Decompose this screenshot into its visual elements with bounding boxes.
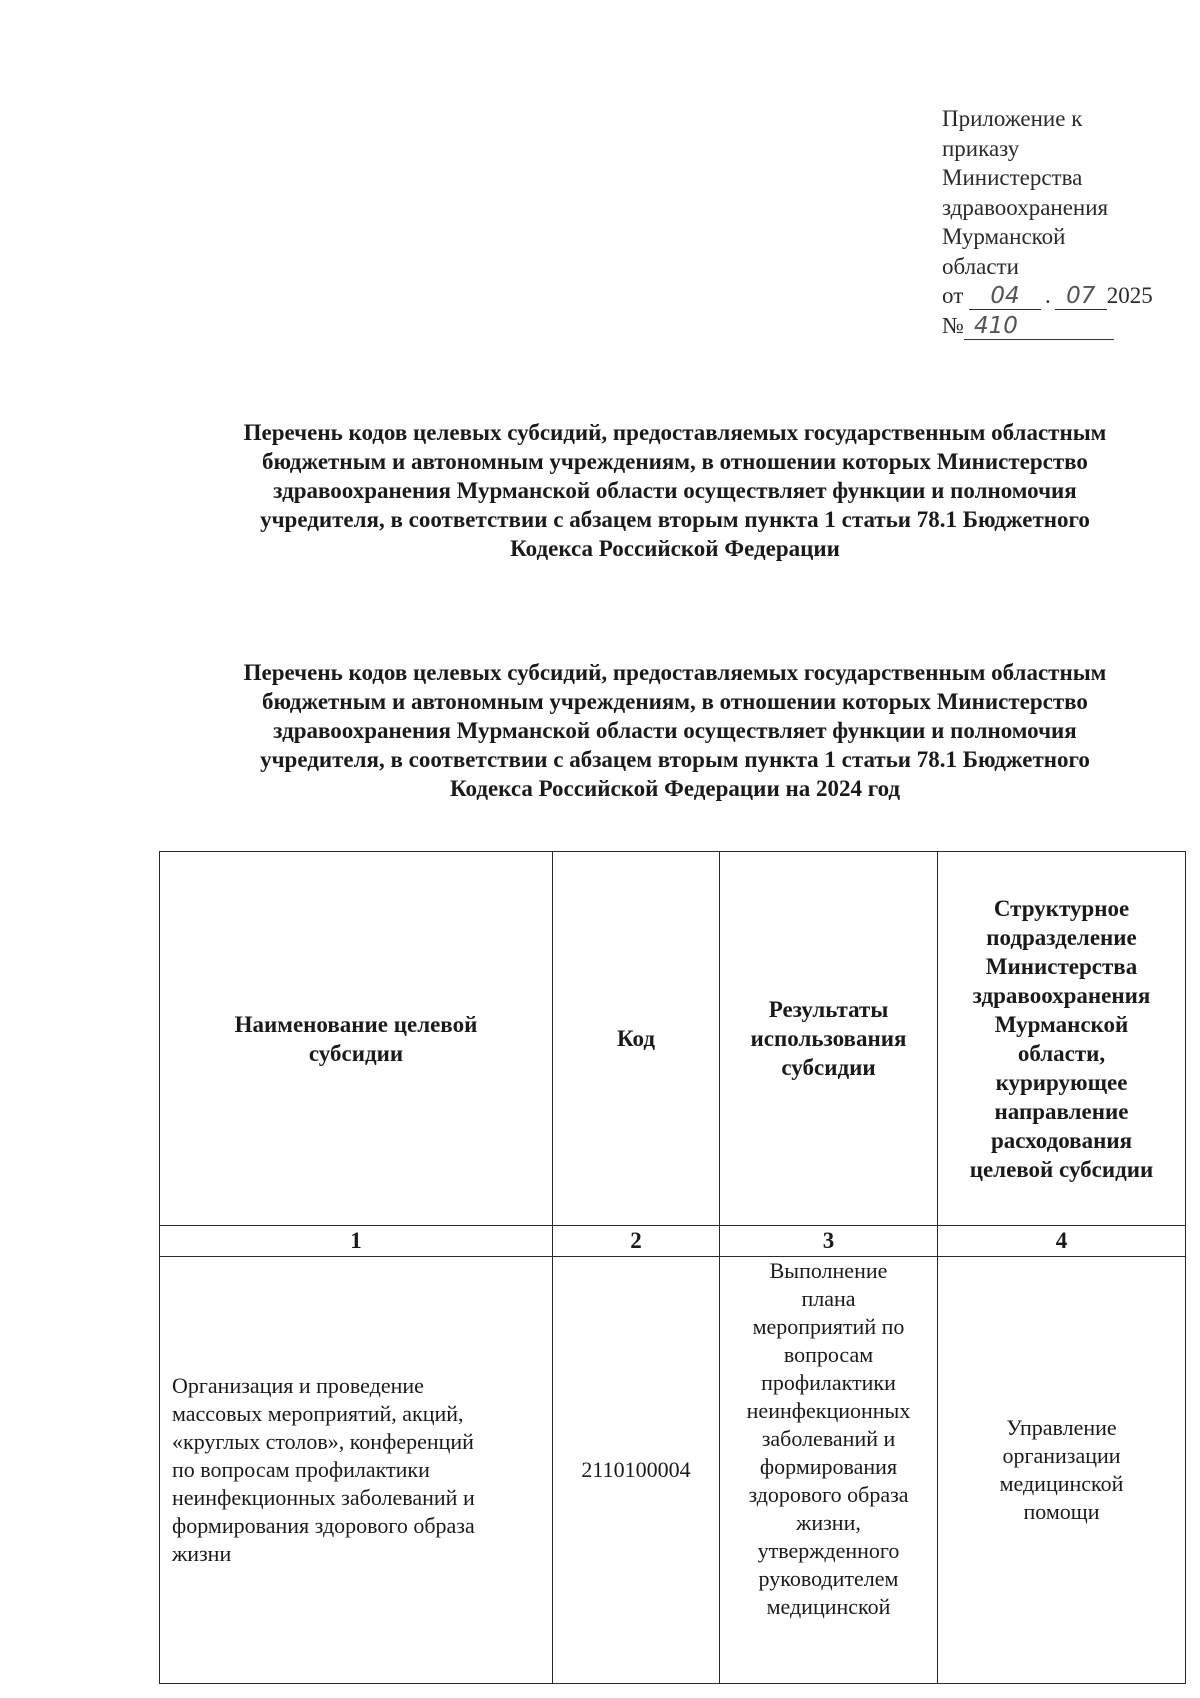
header-line: направление [994, 1098, 1129, 1124]
cell-code: 2110100004 [553, 1257, 720, 1684]
header-line: Структурное [993, 895, 1130, 921]
cell-line: медицинской [999, 1471, 1124, 1496]
title-line: Кодекса Российской Федерации [510, 536, 840, 561]
table-row [160, 1257, 1186, 1684]
title-line: Кодекса Российской Федерации на 2024 год [449, 776, 901, 801]
cell-line: неинфекционных заболеваний и [172, 1485, 475, 1510]
appendix-block [942, 104, 1182, 340]
cell-line: «круглых столов», конференций [172, 1429, 474, 1454]
title-line: бюджетным и автономным учреждениям, в отношении которых Министерство [262, 689, 1088, 714]
cell-line: неинфекционных [746, 1398, 911, 1423]
cell-line: плана [801, 1286, 856, 1311]
title-line: здравоохранения Мурманской области осуществляет функции и полномочия [273, 478, 1077, 503]
cell-line: организации [1002, 1443, 1121, 1468]
cell-line: Управление [1006, 1415, 1117, 1440]
header-department [938, 852, 1186, 1226]
title-line: Перечень кодов целевых субсидий, предоставляемых государственным областным [243, 420, 1107, 445]
cell-line: мероприятий по [752, 1314, 905, 1339]
appendix-line: Мурманской [942, 224, 1066, 249]
header-line: Наименование целевой [234, 1011, 478, 1037]
header-line: Результаты [768, 997, 889, 1022]
cell-line: медицинской [766, 1594, 891, 1619]
table-header-row [160, 852, 1186, 1226]
date-month-handwritten: 07 [1055, 283, 1107, 310]
header-line: подразделение [986, 924, 1137, 950]
cell-line: руководителем [758, 1566, 899, 1591]
header-line: субсидии [781, 1055, 876, 1080]
header-results [720, 852, 938, 1226]
cell-line: формирования [759, 1454, 898, 1479]
header-code [553, 852, 720, 1226]
appendix-line: Приложение к [942, 106, 1083, 131]
cell-line: жизни [172, 1541, 232, 1566]
cell-line: здорового образа [748, 1482, 909, 1507]
header-subsidy-name [160, 852, 553, 1226]
title-line: учредителя, в соответствии с абзацем вторым пункта 1 статьи 78.1 Бюджетного [260, 507, 1090, 532]
title-line: бюджетным и автономным учреждениям, в отношении которых Министерство [262, 449, 1088, 474]
cell-line: по вопросам профилактики [172, 1457, 430, 1482]
column-number-row [160, 1226, 1186, 1257]
date-prefix: от [942, 283, 964, 308]
header-line: целевой субсидии [969, 1156, 1154, 1182]
document-title-1 [160, 418, 1190, 563]
column-number: 4 [938, 1226, 1186, 1257]
appendix-line: Министерства [942, 165, 1083, 190]
date-day-handwritten: 04 [969, 283, 1041, 310]
column-number: 3 [720, 1226, 938, 1257]
header-line: Министерства [985, 953, 1138, 979]
appendix-number [942, 311, 1182, 341]
number-handwritten: 410 [964, 313, 1114, 340]
header-line: здравоохранения [972, 982, 1151, 1008]
appendix-line: здравоохранения [942, 194, 1109, 220]
document-title-2 [160, 658, 1190, 803]
title-line: учредителя, в соответствии с абзацем вторым пункта 1 статьи 78.1 Бюджетного [260, 747, 1090, 772]
header-line: использования [750, 1026, 907, 1051]
cell-line: заболеваний и [761, 1426, 896, 1451]
cell-line: утвержденного [757, 1538, 900, 1563]
header-line: Код [616, 1026, 655, 1051]
header-line: субсидии [308, 1040, 404, 1066]
cell-line: массовых мероприятий, акций, [172, 1401, 464, 1426]
cell-line: Выполнение [769, 1258, 888, 1283]
subsidy-codes-table [159, 851, 1186, 1684]
number-prefix: № [942, 312, 964, 338]
cell-department [938, 1257, 1186, 1684]
appendix-date: от 04 . 07 2025 [942, 283, 1153, 309]
header-line: Мурманской [994, 1011, 1129, 1037]
cell-line: профилактики [761, 1370, 896, 1395]
cell-results [720, 1257, 938, 1684]
header-line: курирующее [995, 1069, 1128, 1095]
cell-line: жизни, [796, 1510, 861, 1535]
cell-line: помощи [1023, 1499, 1100, 1524]
cell-subsidy-name [160, 1257, 553, 1684]
cell-line: Организация и проведение [172, 1373, 424, 1398]
header-line: расходования [990, 1127, 1133, 1153]
date-year: 2025 [1106, 283, 1153, 308]
appendix-line: приказу [942, 135, 1020, 161]
title-line: здравоохранения Мурманской области осуществляет функции и полномочия [273, 718, 1077, 743]
cell-line: вопросам [783, 1342, 874, 1367]
cell-line: формирования здорового образа [172, 1513, 475, 1538]
column-number: 2 [553, 1226, 720, 1257]
header-line: области, [1017, 1040, 1106, 1066]
column-number: 1 [160, 1226, 553, 1257]
appendix-line: области [942, 253, 1019, 279]
title-line: Перечень кодов целевых субсидий, предоставляемых государственным областным [243, 660, 1107, 685]
